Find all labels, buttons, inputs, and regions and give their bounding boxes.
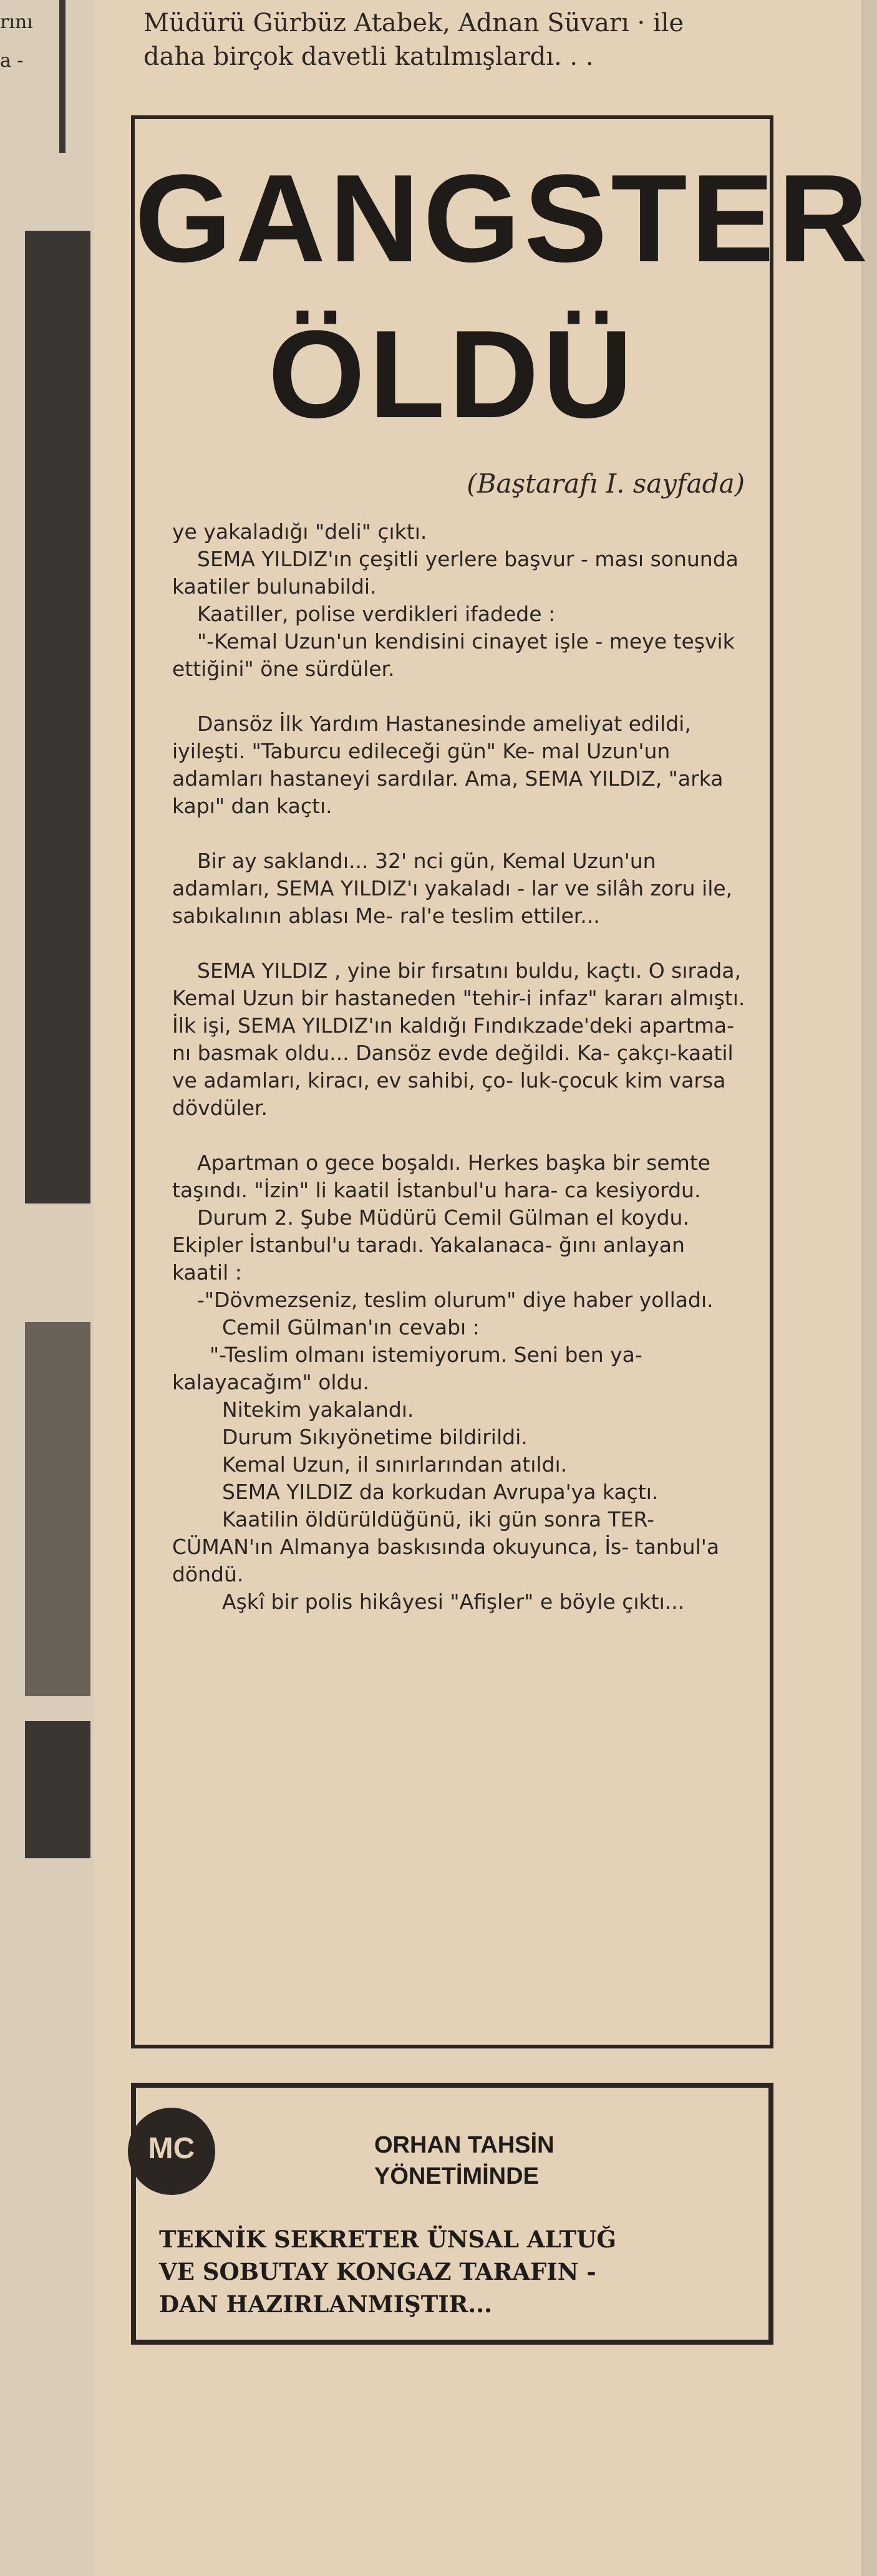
column-rule [59, 0, 65, 153]
mc-logo [128, 2108, 215, 2195]
article-paragraph: Dansöz İlk Yardım Hastanesinde ameliyat edildi, iyileşti. "Taburcu edileceği gün" Ke- mal Uzun'un adamları hastaneyi sardılar. Ama, SEMA YILDIZ, "arka kapı" dan kaçtı. [172, 712, 724, 818]
credits-title-line: YÖNETİMİNDE [374, 2163, 539, 2189]
fragment-line: daha birçok davetli katılmışlardı. . . [143, 42, 594, 71]
credits-body [159, 2223, 758, 2320]
article-paragraph: "-Teslim olmanı istemiyorum. Seni ben ya- kalayacağım" oldu. [172, 1343, 642, 1394]
article-paragraph: -"Dövmezseniz, teslim olurum" diye haber yolladı. [197, 1288, 714, 1312]
previous-article-fragment [143, 6, 823, 74]
photo-edge [25, 1322, 90, 1696]
article-paragraph: Bir ay saklandı... 32' nci gün, Kemal Uzun'un adamları, SEMA YILDIZ'ı yakaladı - lar ve silâh zoru ile, sabıkalının ablası Me- ral'e teslim ettiler... [172, 849, 733, 928]
article-paragraph: Durum 2. Şube Müdürü Cemil Gülman el koydu. Ekipler İstanbul'u taradı. Yakalanaca- ğını anlayan kaatil : [172, 1205, 689, 1285]
article-paragraph: Cemil Gülman'ın cevabı : [222, 1315, 480, 1339]
article-paragraph: SEMA YILDIZ , yine bir fırsatını buldu, kaçtı. O sırada, Kemal Uzun bir hastaneden "tehir-i infaz" kararı almıştı. İlk işi, SEMA YILDIZ'ın kaldığı Fındıkzade'deki apartma- nı basmak oldu... Dansöz evde değildi. Ka- çakçı-kaatil ve adamları, kiracı, ev sahibi, ço- luk-çocuk kim varsa dövdüler. [172, 958, 745, 1120]
article-paragraph: SEMA YILDIZ da korkudan Avrupa'ya kaçtı. [222, 1480, 659, 1504]
dark-photo-edge [25, 1721, 90, 1858]
adjacent-column-strip [0, 0, 94, 2576]
fragment-line: Müdürü Gürbüz Atabek, Adnan Süvarı · ile [143, 9, 684, 37]
credits-body-line: VE SOBUTAY KONGAZ TARAFIN - [159, 2258, 596, 2285]
article-paragraph: "-Kemal Uzun'un kendisini cinayet işle - meye teşvik ettiğini" öne sürdüler. [172, 629, 735, 681]
article-frame [131, 115, 872, 2048]
adjacent-column-fragment: rını [0, 11, 33, 33]
dark-photo-edge [25, 231, 90, 1204]
article-paragraph: Durum Sıkıyönetime bildirildi. [222, 1425, 528, 1449]
article-paragraph: Nitekim yakalandı. [222, 1397, 414, 1422]
article-paragraph: Kaatilin öldürüldüğünü, iki gün sonra TER- CÜMAN'ın Almanya baskısında okuyunca, İs- tanbul'a döndü. [172, 1507, 720, 1586]
credits-body-line: TEKNİK SEKRETER ÜNSAL ALTUĞ [159, 2226, 616, 2253]
logo-lettering: MC [148, 2132, 195, 2165]
credits-title-line: ORHAN TAHSİN [374, 2132, 555, 2158]
article-body [172, 518, 746, 1616]
article-paragraph: Apartman o gece boşaldı. Herkes başka bir semte taşındı. "İzin" li kaatil İstanbul'u hara- ca kesiyordu. [172, 1151, 710, 1202]
article-paragraph: Kaatiller, polise verdikleri ifadede : [197, 602, 556, 626]
headline-line-2: ÖLDÜ [268, 305, 637, 444]
continuation-note: (Baştarafı I. sayfada) [467, 468, 745, 499]
credits-title [374, 2130, 749, 2192]
headline-line-1: GANGSTER [135, 149, 872, 288]
article-paragraph: SEMA YILDIZ'ın çeşitli yerlere başvur - ması sonunda kaatiler bulunabildi. [172, 547, 739, 599]
credits-body-line: DAN HAZIRLANMIŞTIR... [159, 2290, 492, 2318]
article-paragraph: Aşkî bir polis hikâyesi "Afişler" e böyle çıktı... [222, 1589, 685, 1614]
article-paragraph: Kemal Uzun, il sınırlarından atıldı. [222, 1452, 568, 1477]
adjacent-column-fragment: a - [0, 50, 24, 72]
article-paragraph: ye yakaladığı "deli" çıktı. [172, 519, 427, 544]
